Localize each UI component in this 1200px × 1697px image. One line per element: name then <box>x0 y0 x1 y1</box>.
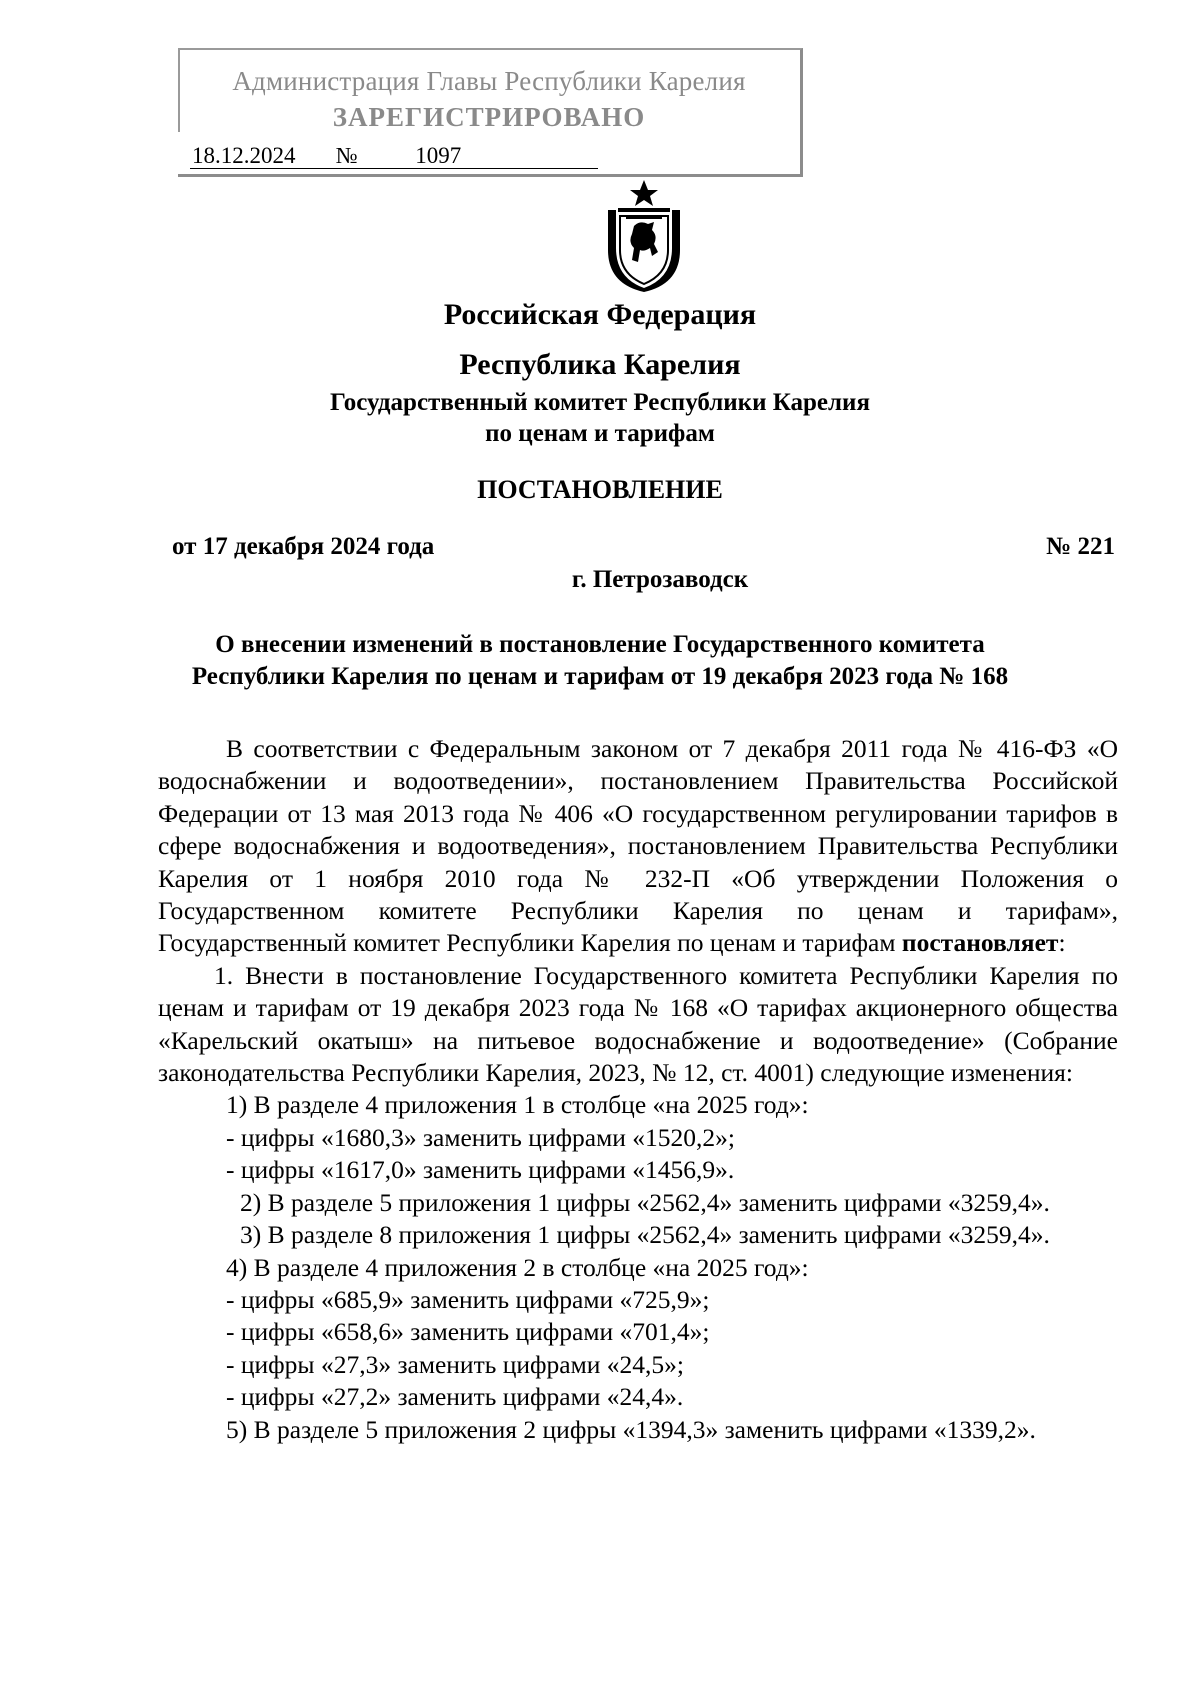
subitem-1-change-b: - цифры «1617,0» заменить цифрами «1456,9». <box>226 1155 735 1185</box>
item-1-paragraph: 1. Внести в постановление Государственного комитета Республики Карелия по ценам и тарифам от 19 декабря 2023 года № 168 «О тарифах акционерного общества «Карельский окатыш» на питьевое водоснабжение и водоотведение» (Собрание законодательства Республики Карелия, 2023, № 12, ст. 4001) следующие изменения: <box>158 960 1118 1088</box>
subitem-4-change-c: - цифры «27,3» заменить цифрами «24,5»; <box>226 1349 684 1379</box>
registration-underline <box>190 168 598 169</box>
preamble-decree-word: постановляет <box>901 928 1059 958</box>
document-subject-line1: О внесении изменений в постановление Государственного комитета <box>215 631 985 658</box>
preamble-paragraph <box>158 733 1118 960</box>
document-number: № 221 <box>1046 533 1115 560</box>
stamp-authority: Администрация Главы Республики Карелия <box>232 66 746 96</box>
registration-details <box>192 143 461 169</box>
header-republic: Республика Карелия <box>459 348 741 381</box>
document-city: г. Петрозаводск <box>571 566 749 593</box>
subitem-1: 1) В разделе 4 приложения 1 в столбце «на 2025 год»: <box>226 1090 809 1120</box>
header-committee-line1: Государственный комитет Республики Карелия <box>330 389 870 416</box>
subitem-3: 3) В разделе 8 приложения 1 цифры «2562,4» заменить цифрами «3259,4». <box>240 1220 1050 1250</box>
document-subject-line2: Республики Карелия по ценам и тарифам от 19 декабря 2023 года № 168 <box>191 663 1009 690</box>
subitem-2: 2) В разделе 5 приложения 1 цифры «2562,4» заменить цифрами «3259,4». <box>240 1187 1050 1217</box>
document-date: от 17 декабря 2024 года <box>172 533 435 560</box>
registration-number-label: № <box>335 143 358 168</box>
document-type: ПОСТАНОВЛЕНИЕ <box>477 475 723 504</box>
subitem-4: 4) В разделе 4 приложения 2 в столбце «на 2025 год»: <box>226 1252 809 1282</box>
subitem-5: 5) В разделе 5 приложения 2 цифры «1394,3» заменить цифрами «1339,2». <box>226 1414 1036 1444</box>
preamble-text: В соответствии с Федеральным законом от 7 декабря 2011 года № 416-ФЗ «О водоснабжении и водоотведении», постановлением Правительства Российской Федерации от 13 мая 2013 года № 406 «О государственном регулировании тарифов в сфере водоснабжения и водоотведения», постановлением Правительства Республики Карелия от 1 ноября 2010 года № 232-П «Об утверждении Положения о Государственном комитете Республики Карелия по ценам и тарифам», Государственный комитет Республики Карелия по ценам и тарифам <box>158 734 1118 958</box>
preamble-end: : <box>1058 928 1066 958</box>
subitem-4-change-b: - цифры «658,6» заменить цифрами «701,4»; <box>226 1317 710 1347</box>
subitem-4-change-d: - цифры «27,2» заменить цифрами «24,4». <box>226 1382 684 1412</box>
subitem-4-change-a: - цифры «685,9» заменить цифрами «725,9»; <box>226 1284 710 1314</box>
subitem-1-change-a: - цифры «1680,3» заменить цифрами «1520,2»; <box>226 1122 735 1152</box>
document-body <box>158 733 1118 1446</box>
stamp-registered: ЗАРЕГИСТРИРОВАНО <box>332 102 646 132</box>
karelia-coat-of-arms-icon <box>598 178 690 292</box>
header-country: Российская Федерация <box>443 298 757 331</box>
registration-date: 18.12.2024 <box>192 143 296 168</box>
header-committee-line2: по ценам и тарифам <box>485 420 715 447</box>
registration-number: 1097 <box>415 143 462 168</box>
